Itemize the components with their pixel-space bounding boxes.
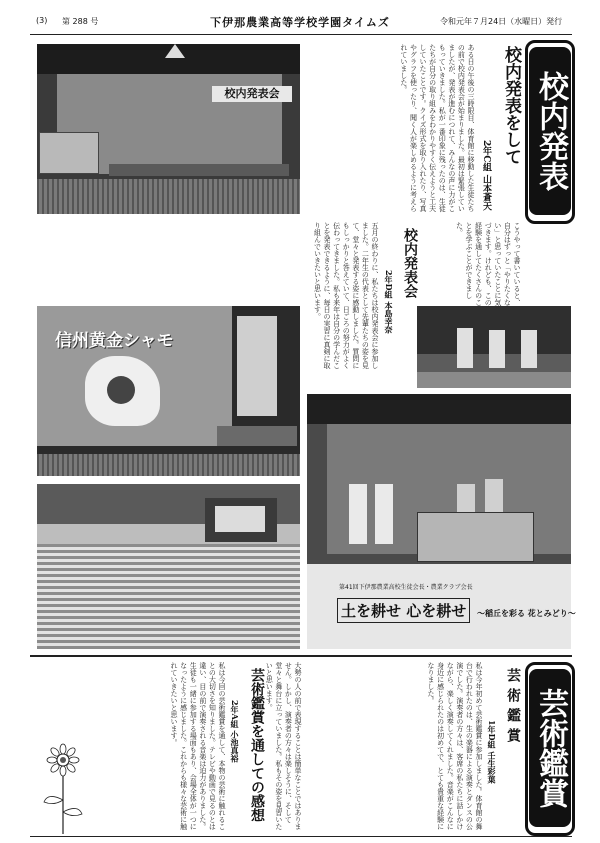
stage-top [307,394,571,424]
article2-body: 五月の終わりに、私たちは校内発表会に参加しました。二年生の代表として先輩たちの姿を見て、堂々と発表する姿に感動しました。質問にもしっかりと答えていて、日ごろの努力がよく伝わってきました。私も来年は自分の学んだことを発表できるように、毎日の実習に真剣に取り組んでいきたいと思います。 [313,222,379,369]
photo-shamo-presentation [37,306,300,476]
art-article1-byline: 1年D組 壬生彩葉 [487,720,497,784]
banner-top-line: 第41回下伊那農業高校生徒会長・農業クラブ会長 [339,584,473,591]
header-rule [30,34,572,35]
article1-byline: 2年C組 山本蒼天 [481,140,491,211]
photo-students-seated [417,306,571,388]
article2-title: 校内発表会 [402,228,418,298]
banner-slogan: 土を耕せ 心を耕せ [337,598,470,623]
projector-screen [39,132,99,174]
article2-byline: 2年D組 本島幸奈 [384,270,394,334]
section-badge-school-presentation [525,40,575,224]
gym-screen [215,506,265,532]
side-banner [237,316,277,416]
section1-continued-text: こうやって書いていると、自分はずっと「やりたくない」と思っていたことに気づきます。けれども、この経験を通してたくさんのことを学ぶことができました。 [455,222,521,306]
page-header [0,0,600,42]
newspaper-title: 下伊那農業高等学校学園タイムズ [210,16,390,29]
stage-platform [109,164,289,176]
audience-heads [37,454,300,476]
audience-heads [37,179,300,214]
section-badge-label: 校内発表 [529,47,571,215]
sunflower-icon [38,740,88,836]
art-article1-title: 芸術鑑賞 [505,668,521,748]
art-article1-body: 私は今年初めて芸術鑑賞に参加しました。体育館の舞台で行われたのは、生の楽器による演奏とダンスの公演でした。演奏者の方々は、客席の私たちに話しかけながら、楽しく演奏してくれました。音楽がこんなに身近に感じられたのは初めてで、とても貴重な経験になりました。 [427,662,483,830]
photo-stage-banner [307,394,576,649]
photo-gymnasium-audience [37,484,300,649]
stage-sign: 校内発表会 [212,86,292,102]
art-article2-body: 私は今回の芸術鑑賞を通して、本物の芸術に触れることの大切さを知りました。テレビや動画で見るのとは違い、目の前で演奏される音楽は迫力がありました。生徒も一緒に参加する場面もあり、会場全体が一つになったように感じました。これからも様々な芸術に触れていきたいと思います。 [170,662,226,830]
art-article2-byline: 2年A組 小池真裕 [230,700,240,763]
student-figure [521,330,537,368]
page-number: (3) [36,16,48,25]
issue-number: 第 288 号 [62,17,99,26]
footer-rule [30,836,572,837]
speaker-table [417,512,534,562]
emblem-icon [165,44,185,58]
article1-body: ある日の午後の三時限目、体育館に移動した生徒たちの前で校内発表会が始まりました。最初は緊張していましたが、発表が進むにつれて、みんなの声に力がこもっていきました。私が一番印象に残ったのは、生徒たちが自分の取り組みをわかりやすく伝えようと工夫していたことです。クイズ形式を取り入れたり、写真やグラフを使ったり、聞く人が楽しめるように考えられていました。 [399,44,475,212]
art-continued-text: 大勢の人の前で表現することは簡単なことではありません。しかし、演奏者の方々は楽しそうに、そして堂々と舞台に立っていました。私もその姿を見習いたいと思います。 [265,662,302,830]
section-badge-art-appreciation [525,662,575,836]
student-figure [375,484,393,544]
student-figure [349,484,367,544]
section-badge-label: 芸術鑑賞 [529,669,571,827]
article1-title: 校内発表をして [501,46,521,165]
student-figure [457,328,473,368]
screen-caption: 信州黄金シャモ [55,331,174,351]
issue-date: 令和元年７月24日（水曜日）発行 [440,17,563,26]
banner-subslogan: 〜稲丘を彩る 花とみどり〜 [477,609,576,618]
chicken-detail [107,376,135,404]
section-divider [30,655,572,657]
stage-floor [417,372,571,388]
presenter-table [217,426,297,446]
student-figure [489,330,505,368]
seated-students [37,544,300,649]
photo-presentation-stage [37,44,300,214]
art-article2-title: 芸術鑑賞を通しての感想 [249,668,265,822]
